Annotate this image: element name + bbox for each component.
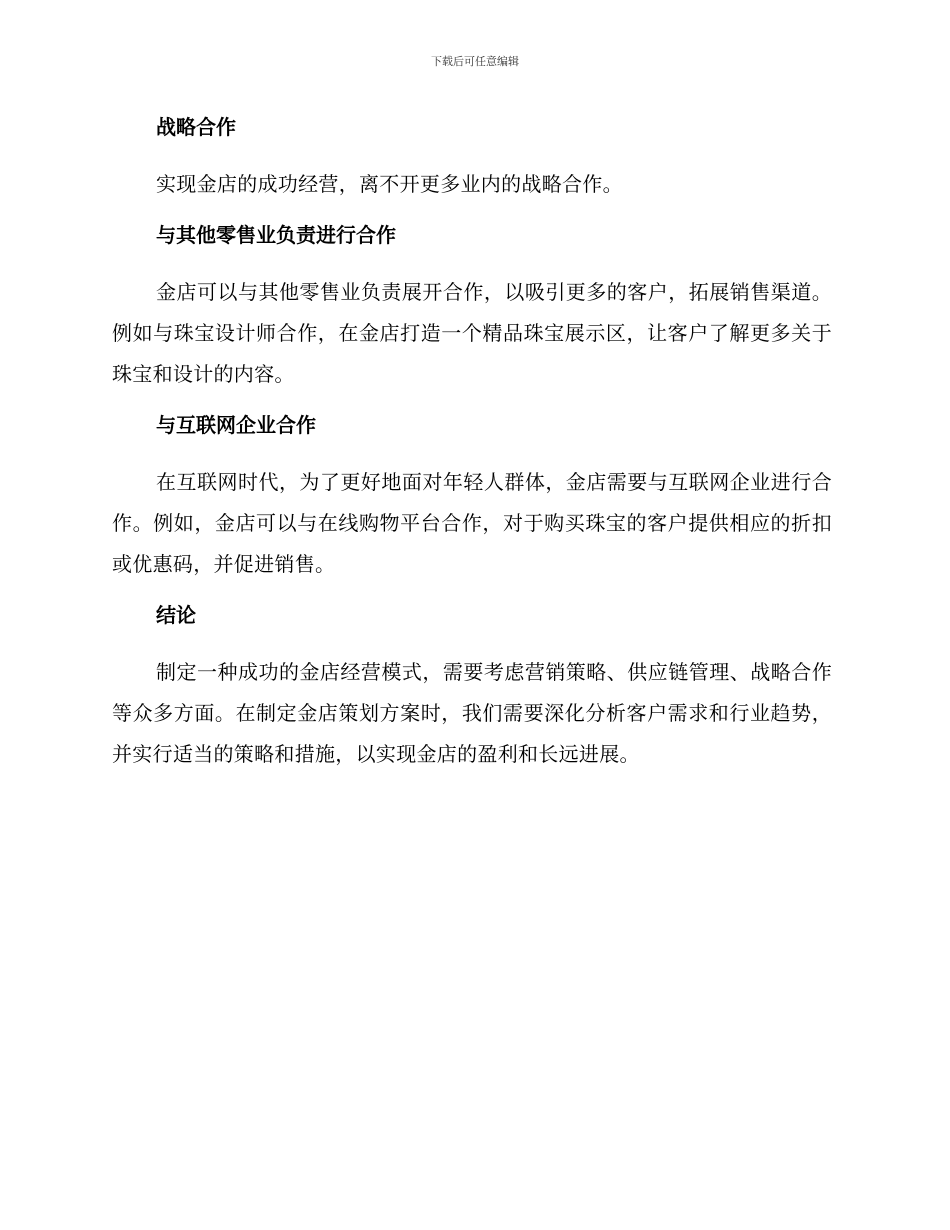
- document-body: [112, 110, 832, 788]
- section-paragraph-internet-cooperation: 在互联网时代，为了更好地面对年轻人群体，金店需要与互联网企业进行合作。例如，金店可以与在线购物平台合作，对于购买珠宝的客户提供相应的折扣或优惠码，并促进销售。: [112, 470, 832, 576]
- section-heading-strategic-cooperation: 战略合作: [156, 115, 236, 139]
- section-paragraph-conclusion: 制定一种成功的金店经营模式，需要考虑营销策略、供应链管理、战略合作等众多方面。在制定金店策划方案时，我们需要深化分析客户需求和行业趋势，并实行适当的策略和措施，以实现金店的盈利和长远进展。: [112, 660, 832, 766]
- section-heading-retail-cooperation: 与其他零售业负责进行合作: [156, 223, 396, 247]
- section-heading-conclusion: 结论: [156, 603, 196, 627]
- section-heading-internet-cooperation: 与互联网企业合作: [156, 413, 316, 437]
- section-paragraph-strategic-cooperation: 实现金店的成功经营，离不开更多业内的战略合作。: [156, 172, 623, 196]
- section-paragraph-retail-cooperation: 金店可以与其他零售业负责展开合作，以吸引更多的客户，拓展销售渠道。例如与珠宝设计师合作，在金店打造一个精品珠宝展示区，让客户了解更多关于珠宝和设计的内容。: [112, 280, 832, 386]
- page-header: 下载后可任意编辑: [431, 55, 519, 68]
